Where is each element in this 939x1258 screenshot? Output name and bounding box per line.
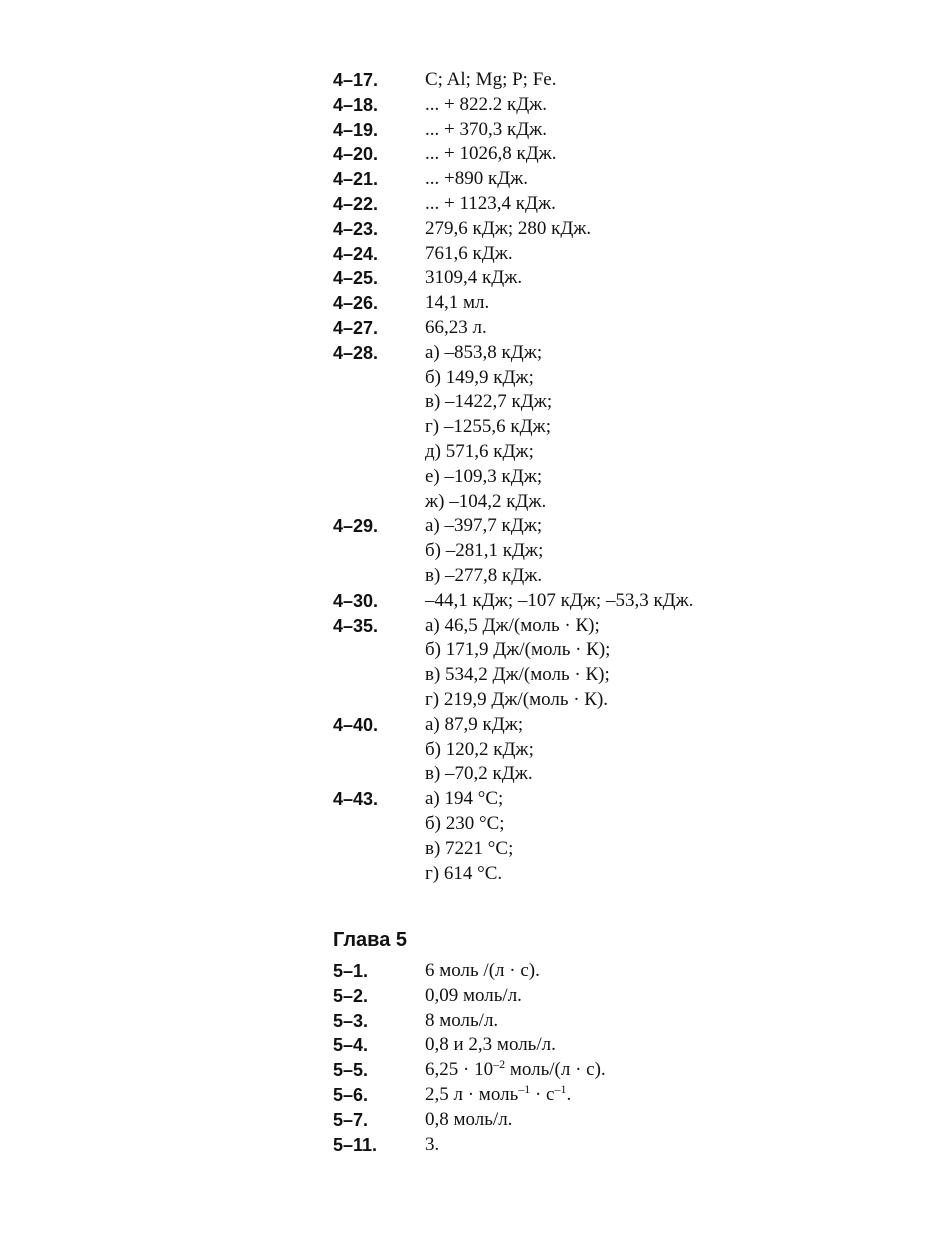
answer-text-part: · с xyxy=(530,1083,555,1105)
answer-entry xyxy=(333,589,893,614)
answer-number: 4–22. xyxy=(333,193,379,214)
answer-text: 3109,4 кДж. xyxy=(425,267,523,289)
answer-entry-5-6 xyxy=(333,1083,893,1108)
chapter-4-answers xyxy=(333,68,893,886)
answer-text: –44,1 кДж; –107 кДж; –53,3 кДж. xyxy=(425,589,694,611)
answer-text: в) –277,8 кДж. xyxy=(425,564,543,586)
answer-number: 4–25. xyxy=(333,268,379,289)
chapter-5-answers xyxy=(333,925,893,1157)
answer-text: 3. xyxy=(425,1133,440,1155)
answer-text-part: 6,25 · 10 xyxy=(425,1059,494,1081)
answer-entry-5-2 xyxy=(333,984,893,1009)
answer-number: 4–27. xyxy=(333,317,379,338)
answer-text: а) –397,7 кДж; xyxy=(425,515,543,537)
answer-text: ... + 822.2 кДж. xyxy=(425,93,548,115)
answer-number: 5–3. xyxy=(333,1010,369,1031)
answer-text: в) 7221 °С; xyxy=(425,837,514,859)
answer-text: г) 614 °С. xyxy=(425,862,503,884)
answer-text: г) –1255,6 кДж; xyxy=(425,416,551,438)
exponent: –1 xyxy=(518,1081,531,1096)
answer-entry-5-3 xyxy=(333,1009,893,1034)
answer-text: ... + 1123,4 кДж. xyxy=(425,192,556,214)
answer-entry xyxy=(333,266,893,291)
answer-text: г) 219,9 Дж/(моль · К). xyxy=(425,688,609,710)
answer-text: е) –109,3 кДж; xyxy=(425,465,543,487)
answer-text: 66,23 л. xyxy=(425,316,487,338)
answer-entry xyxy=(333,291,893,316)
answer-number: 4–23. xyxy=(333,218,379,239)
answer-number: 4–18. xyxy=(333,94,379,115)
answer-entry xyxy=(333,93,893,118)
answer-number: 4–29. xyxy=(333,516,379,537)
answer-entry-5-5 xyxy=(333,1058,893,1083)
answer-text xyxy=(425,1058,893,1083)
answer-entry xyxy=(333,192,893,217)
answer-text: в) –70,2 кДж. xyxy=(425,763,533,785)
answer-number: 4–26. xyxy=(333,293,379,314)
answer-text: 6 моль /(л · с). xyxy=(425,960,540,981)
answer-entry xyxy=(333,242,893,267)
answer-number: 5–1. xyxy=(333,961,369,981)
answer-number: 5–2. xyxy=(333,985,369,1006)
answer-number: 4–24. xyxy=(333,243,379,264)
answer-text: 14,1 мл. xyxy=(425,292,490,314)
answer-text: ... + 370,3 кДж. xyxy=(425,118,548,140)
answer-number: 4–43. xyxy=(333,789,379,810)
answer-number: 5–11. xyxy=(333,1134,378,1155)
answer-entry xyxy=(333,217,893,242)
answer-text-part: . xyxy=(566,1083,572,1105)
answer-text: а) 46,5 Дж/(моль · К); xyxy=(425,614,600,636)
exponent: –2 xyxy=(493,1057,506,1072)
answer-entry-5-11 xyxy=(333,1133,893,1158)
answer-entry xyxy=(333,118,893,143)
answer-text: в) –1422,7 кДж; xyxy=(425,391,553,413)
answer-text: C; Al; Mg; P; Fe. xyxy=(425,69,557,90)
answer-text: б) –281,1 кДж; xyxy=(425,540,544,562)
answer-text: ... + 1026,8 кДж. xyxy=(425,143,557,165)
answer-entry xyxy=(333,514,893,588)
answer-number: 4–20. xyxy=(333,144,379,165)
chapter-5-heading: Глава 5 xyxy=(333,929,408,951)
answer-text: а) 87,9 кДж; xyxy=(425,713,524,735)
answer-number: 4–19. xyxy=(333,119,379,140)
answer-text: 0,8 и 2,3 моль/л. xyxy=(425,1034,556,1056)
answer-entry-5-1 xyxy=(333,959,893,984)
answer-text: 8 моль/л. xyxy=(425,1009,499,1031)
answer-entry xyxy=(333,614,893,713)
answer-number: 4–30. xyxy=(333,590,379,611)
answer-text: а) –853,8 кДж; xyxy=(425,341,543,363)
answer-text xyxy=(425,1083,893,1108)
answer-number: 4–17. xyxy=(333,70,379,90)
answer-text: а) 194 °С; xyxy=(425,788,504,810)
answer-text: ... +890 кДж. xyxy=(425,168,529,190)
answer-entry xyxy=(333,713,893,787)
answer-number: 5–4. xyxy=(333,1035,369,1056)
answer-text: б) 230 °С; xyxy=(425,812,505,834)
answer-number: 5–6. xyxy=(333,1084,369,1105)
answer-entry-5-4 xyxy=(333,1033,893,1058)
answer-entry xyxy=(333,316,893,341)
answer-entry-5-7 xyxy=(333,1108,893,1133)
answer-number: 4–21. xyxy=(333,169,379,190)
answer-number: 5–5. xyxy=(333,1060,369,1081)
answer-number: 4–35. xyxy=(333,615,379,636)
answer-text-part: моль/(л · с). xyxy=(505,1059,606,1081)
answer-text: б) 120,2 кДж; xyxy=(425,738,534,760)
answer-entry xyxy=(333,142,893,167)
answer-text-part: 2,5 л · моль xyxy=(425,1083,519,1105)
answer-number: 4–40. xyxy=(333,714,379,735)
answer-number: 5–7. xyxy=(333,1109,369,1130)
answer-entry xyxy=(333,68,893,93)
answer-entry xyxy=(333,787,893,886)
answer-text: ж) –104,2 кДж. xyxy=(425,490,547,512)
answer-entry xyxy=(333,341,893,515)
answer-text: 0,8 моль/л. xyxy=(425,1108,513,1130)
answer-text: 0,09 моль/л. xyxy=(425,984,522,1006)
answer-text: в) 534,2 Дж/(моль · К); xyxy=(425,664,610,686)
answer-text: д) 571,6 кДж; xyxy=(425,440,534,462)
answer-text: 279,6 кДж; 280 кДж. xyxy=(425,217,592,239)
answer-text: б) 171,9 Дж/(моль · К); xyxy=(425,639,611,661)
answer-number: 4–28. xyxy=(333,342,379,363)
exponent: –1 xyxy=(554,1081,567,1096)
answer-text: 761,6 кДж. xyxy=(425,242,513,264)
answer-entry xyxy=(333,167,893,192)
answer-text: б) 149,9 кДж; xyxy=(425,366,534,388)
